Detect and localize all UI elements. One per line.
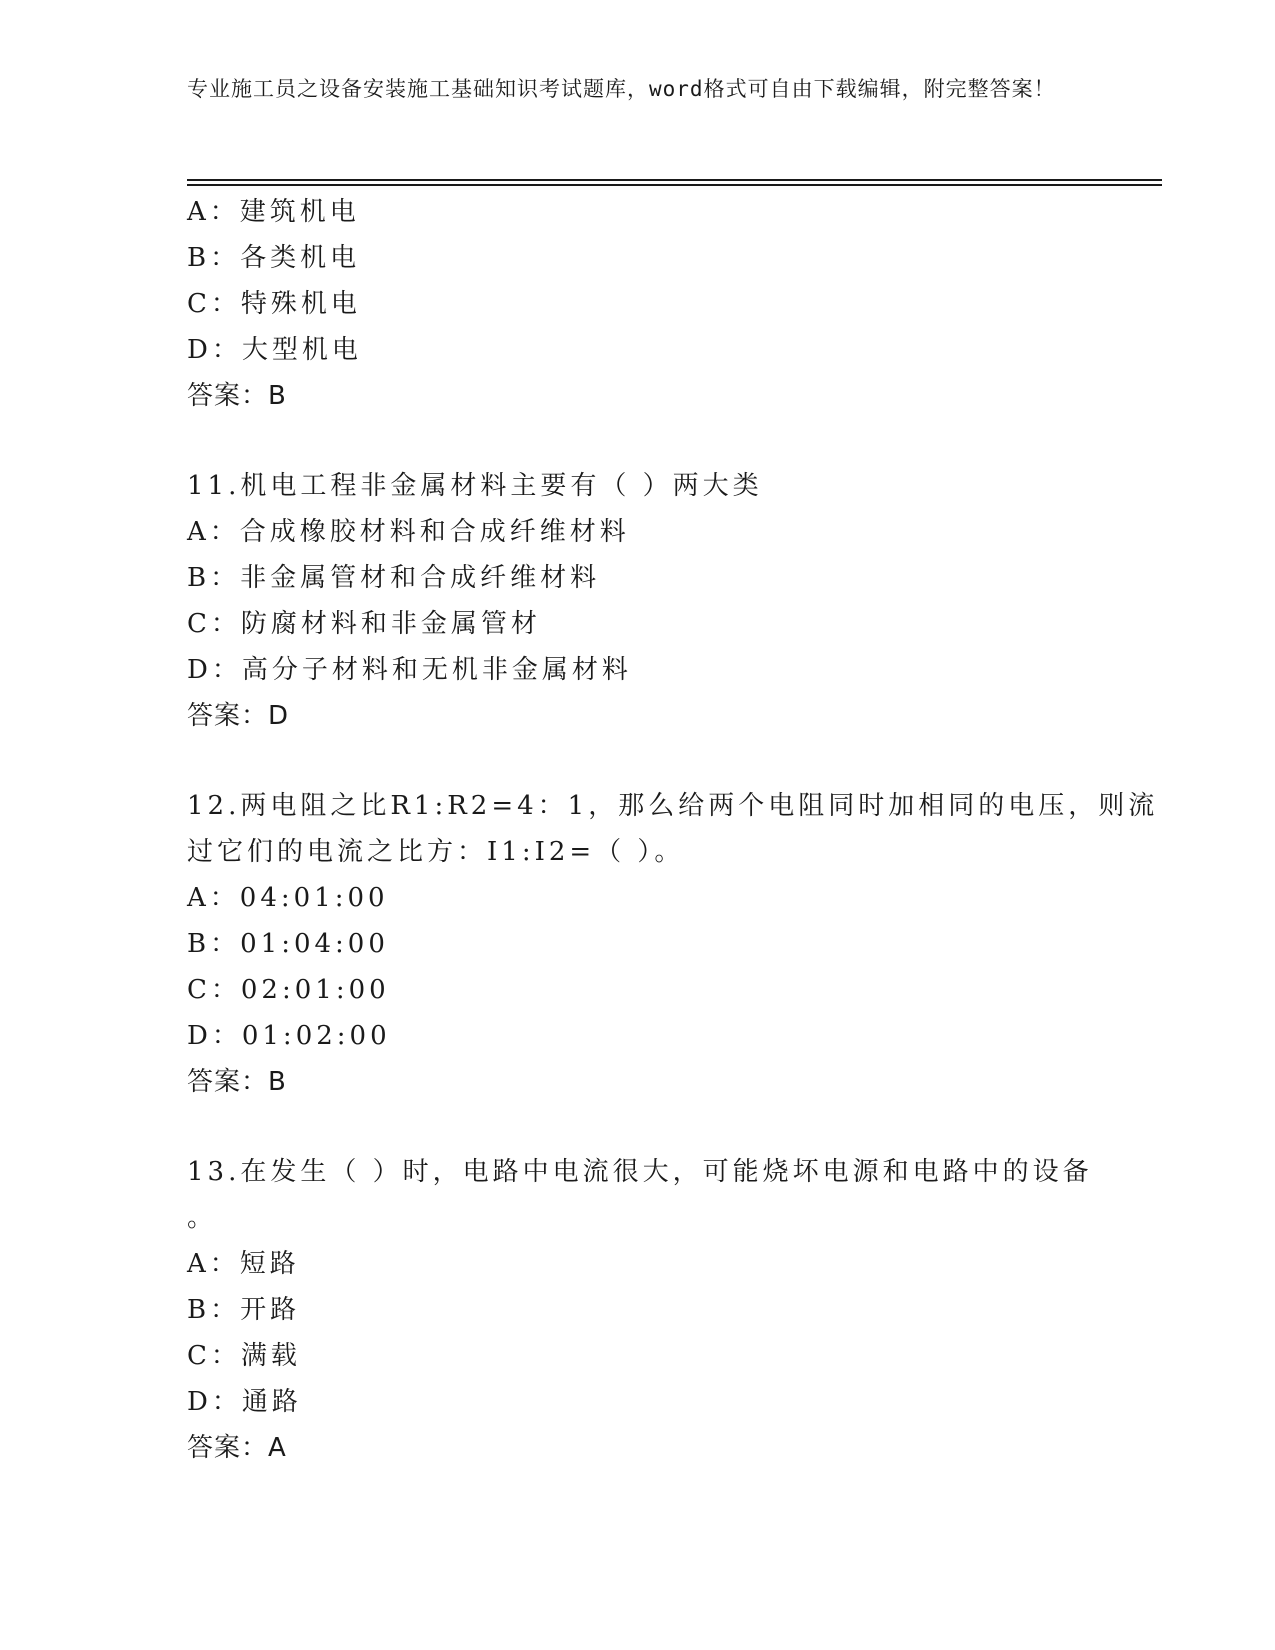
- option-a: A：短路: [187, 1249, 300, 1279]
- header-rule-top: [187, 179, 1162, 181]
- option-d: D：通路: [187, 1387, 302, 1417]
- option-b: B：非金属管材和合成纤维材料: [187, 563, 601, 593]
- answer: 答案：B: [187, 381, 287, 411]
- option-b: B：01:04:00: [187, 929, 389, 959]
- question-11: [187, 463, 1087, 739]
- option-d: D：01:02:00: [187, 1021, 391, 1051]
- option-c: C：满载: [187, 1341, 301, 1371]
- answer: 答案：B: [187, 1067, 287, 1097]
- spacer: [187, 739, 1087, 783]
- question-13: [187, 1149, 1093, 1471]
- document-header: 专业施工员之设备安装施工基础知识考试题库，word格式可自由下载编辑，附完整答案！: [187, 77, 1056, 101]
- option-a: A：建筑机电: [187, 197, 360, 227]
- option-c: C：特殊机电: [187, 289, 361, 319]
- option-b: B：各类机电: [187, 243, 361, 273]
- option-a: A：04:01:00: [187, 883, 389, 913]
- option-d: D：高分子材料和无机非金属材料: [187, 655, 632, 685]
- answer: 答案：A: [187, 1433, 287, 1463]
- question-stem-line-2: 。: [187, 1203, 218, 1233]
- option-d: D：大型机电: [187, 335, 362, 365]
- spacer: [187, 419, 1087, 463]
- question-stem: 11.机电工程非金属材料主要有（ ）两大类: [187, 471, 763, 501]
- option-b: B：开路: [187, 1295, 301, 1325]
- option-c: C：防腐材料和非金属管材: [187, 609, 541, 639]
- option-a: A：合成橡胶材料和合成纤维材料: [187, 517, 630, 547]
- header-rule-bottom: [187, 184, 1162, 186]
- spacer: [187, 1105, 1087, 1149]
- question-stem-line-1: 12.两电阻之比R1:R2=4：1，那么给两个电阻同时加相同的电压，则流: [187, 791, 1159, 821]
- question-12: [187, 783, 1159, 1105]
- question-stem-line-2: 过它们的电流之比方：I1:I2=（ ）。: [187, 837, 685, 867]
- question-10: [187, 189, 1087, 419]
- question-stem-line-1: 13.在发生（ ）时，电路中电流很大，可能烧坏电源和电路中的设备: [187, 1157, 1093, 1187]
- question-list: [187, 189, 1159, 1471]
- option-c: C：02:01:00: [187, 975, 390, 1005]
- answer: 答案：D: [187, 701, 290, 731]
